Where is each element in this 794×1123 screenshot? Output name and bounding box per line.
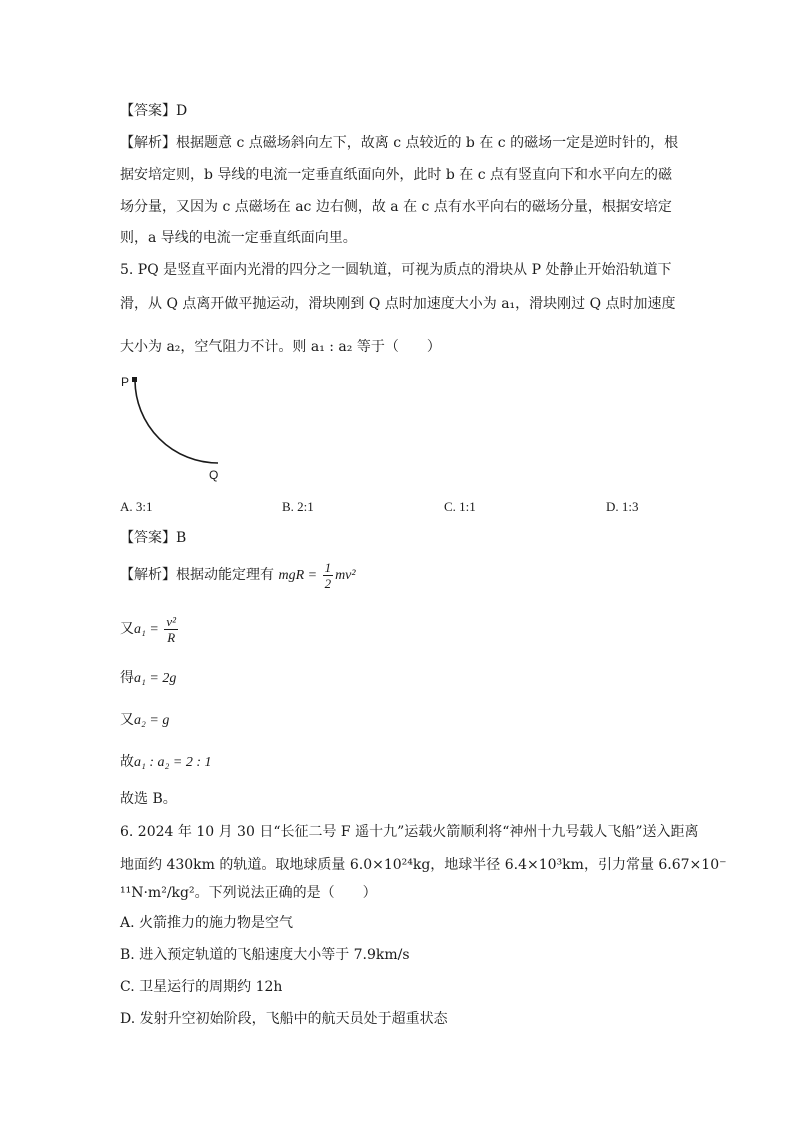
analysis-line-2: 据安培定则，b 导线的电流一定垂直纸面向外，此时 b 在 c 点有竖直向下和水平向左的磁: [120, 167, 673, 183]
analysis-2-line-2: 又a₁ = $\frac{\text{v²}}{R}$: [120, 613, 176, 645]
quarter-circle-track-figure: [115, 370, 235, 485]
equation-1-lhs: mgR =: [278, 568, 321, 583]
question-6-line-2: 地面约 430km 的轨道。取地球质量 6.0×10²⁴kg，地球半径 6.4×10³km，引力常量 6.67×10⁻: [120, 857, 727, 873]
question-5-line-3: 大小为 a₂，空气阻力不计。则 a₁ : a₂ 等于（ ）: [120, 339, 441, 355]
point-p-label: P: [121, 375, 130, 389]
analysis-line-4: 则，a 导线的电流一定垂直纸面向里。: [120, 230, 357, 246]
q5-option-c: C. 1:1: [444, 499, 476, 514]
answer-value: D: [176, 103, 188, 119]
answer-line-1: [120, 101, 187, 121]
equation-3: a₁ = 2g: [134, 671, 177, 686]
q6-option-c: C. 卫星运行的周期约 12h: [120, 979, 283, 995]
q5-option-b: B. 2:1: [282, 499, 314, 514]
question-5-line-1: 5. PQ 是竖直平面内光滑的四分之一圆轨道，可视为质点的滑块从 P 处静止开始沿轨道下: [120, 262, 672, 278]
question-5-line-2: 滑，从 Q 点离开做平抛运动，滑块刚到 Q 点时加速度大小为 a₁，滑块刚过 Q 点时加速度: [120, 296, 676, 312]
q5-option-d: D. 1:3: [606, 499, 639, 514]
equation-2-lhs: a₁ =: [134, 622, 163, 637]
track-arc: [135, 380, 218, 463]
question-6-line-3: ¹¹N·m²/kg²。下列说法正确的是（ ）: [120, 885, 377, 901]
analysis-2-line-1: [120, 558, 356, 593]
question-6-line-1: 6. 2024 年 10 月 30 日“长征二号 F 遥十九”运载火箭顺利将“神州十九号载人飞船”送入距离: [120, 824, 699, 840]
analysis-intro: 根据动能定理有: [176, 567, 274, 583]
analysis-2-line-3: 得a₁ = 2g: [120, 670, 177, 686]
q6-option-b: B. 进入预定轨道的飞船速度大小等于 7.9km/s: [120, 947, 410, 963]
q6-option-d: D. 发射升空初始阶段，飞船中的航天员处于超重状态: [120, 1011, 448, 1027]
answer-line-2: [120, 528, 186, 548]
analysis-2-line-4: 又a₂ = g: [120, 712, 170, 728]
equation-4: a₂ = g: [134, 713, 170, 728]
analysis-line-1: [120, 133, 678, 153]
answer-value: B: [176, 530, 187, 546]
analysis-line-3: 场分量，又因为 c 点磁场在 ac 边右侧，故 a 在 c 点有水平向右的磁场分量，根据安培定: [120, 199, 672, 215]
analysis-text: 根据题意 c 点磁场斜向左下，故离 c 点较近的 b 在 c 的磁场一定是逆时针的，根: [176, 135, 679, 151]
analysis-2-line-5: 故a₁ : a₂ = 2 : 1: [120, 754, 212, 770]
analysis-2-conclusion: 故选 B。: [120, 791, 177, 807]
analysis-label: 【解析】: [120, 135, 176, 151]
q5-option-a: A. 3:1: [120, 499, 153, 514]
equation-5: a₁ : a₂ = 2 : 1: [134, 755, 212, 770]
analysis-label: 【解析】: [120, 567, 176, 583]
q6-option-a: A. 火箭推力的施力物是空气: [120, 915, 294, 931]
point-q-label: Q: [209, 468, 219, 482]
answer-label: 【答案】: [120, 530, 176, 546]
fraction-v2-over-r: $\frac{\text{v²}}{R}$: [166, 613, 176, 645]
answer-label: 【答案】: [120, 103, 176, 119]
slider-block: [132, 377, 137, 382]
fraction-half: $\frac{1}{2}$: [324, 559, 332, 591]
equation-1-rhs: mv²: [335, 568, 356, 583]
